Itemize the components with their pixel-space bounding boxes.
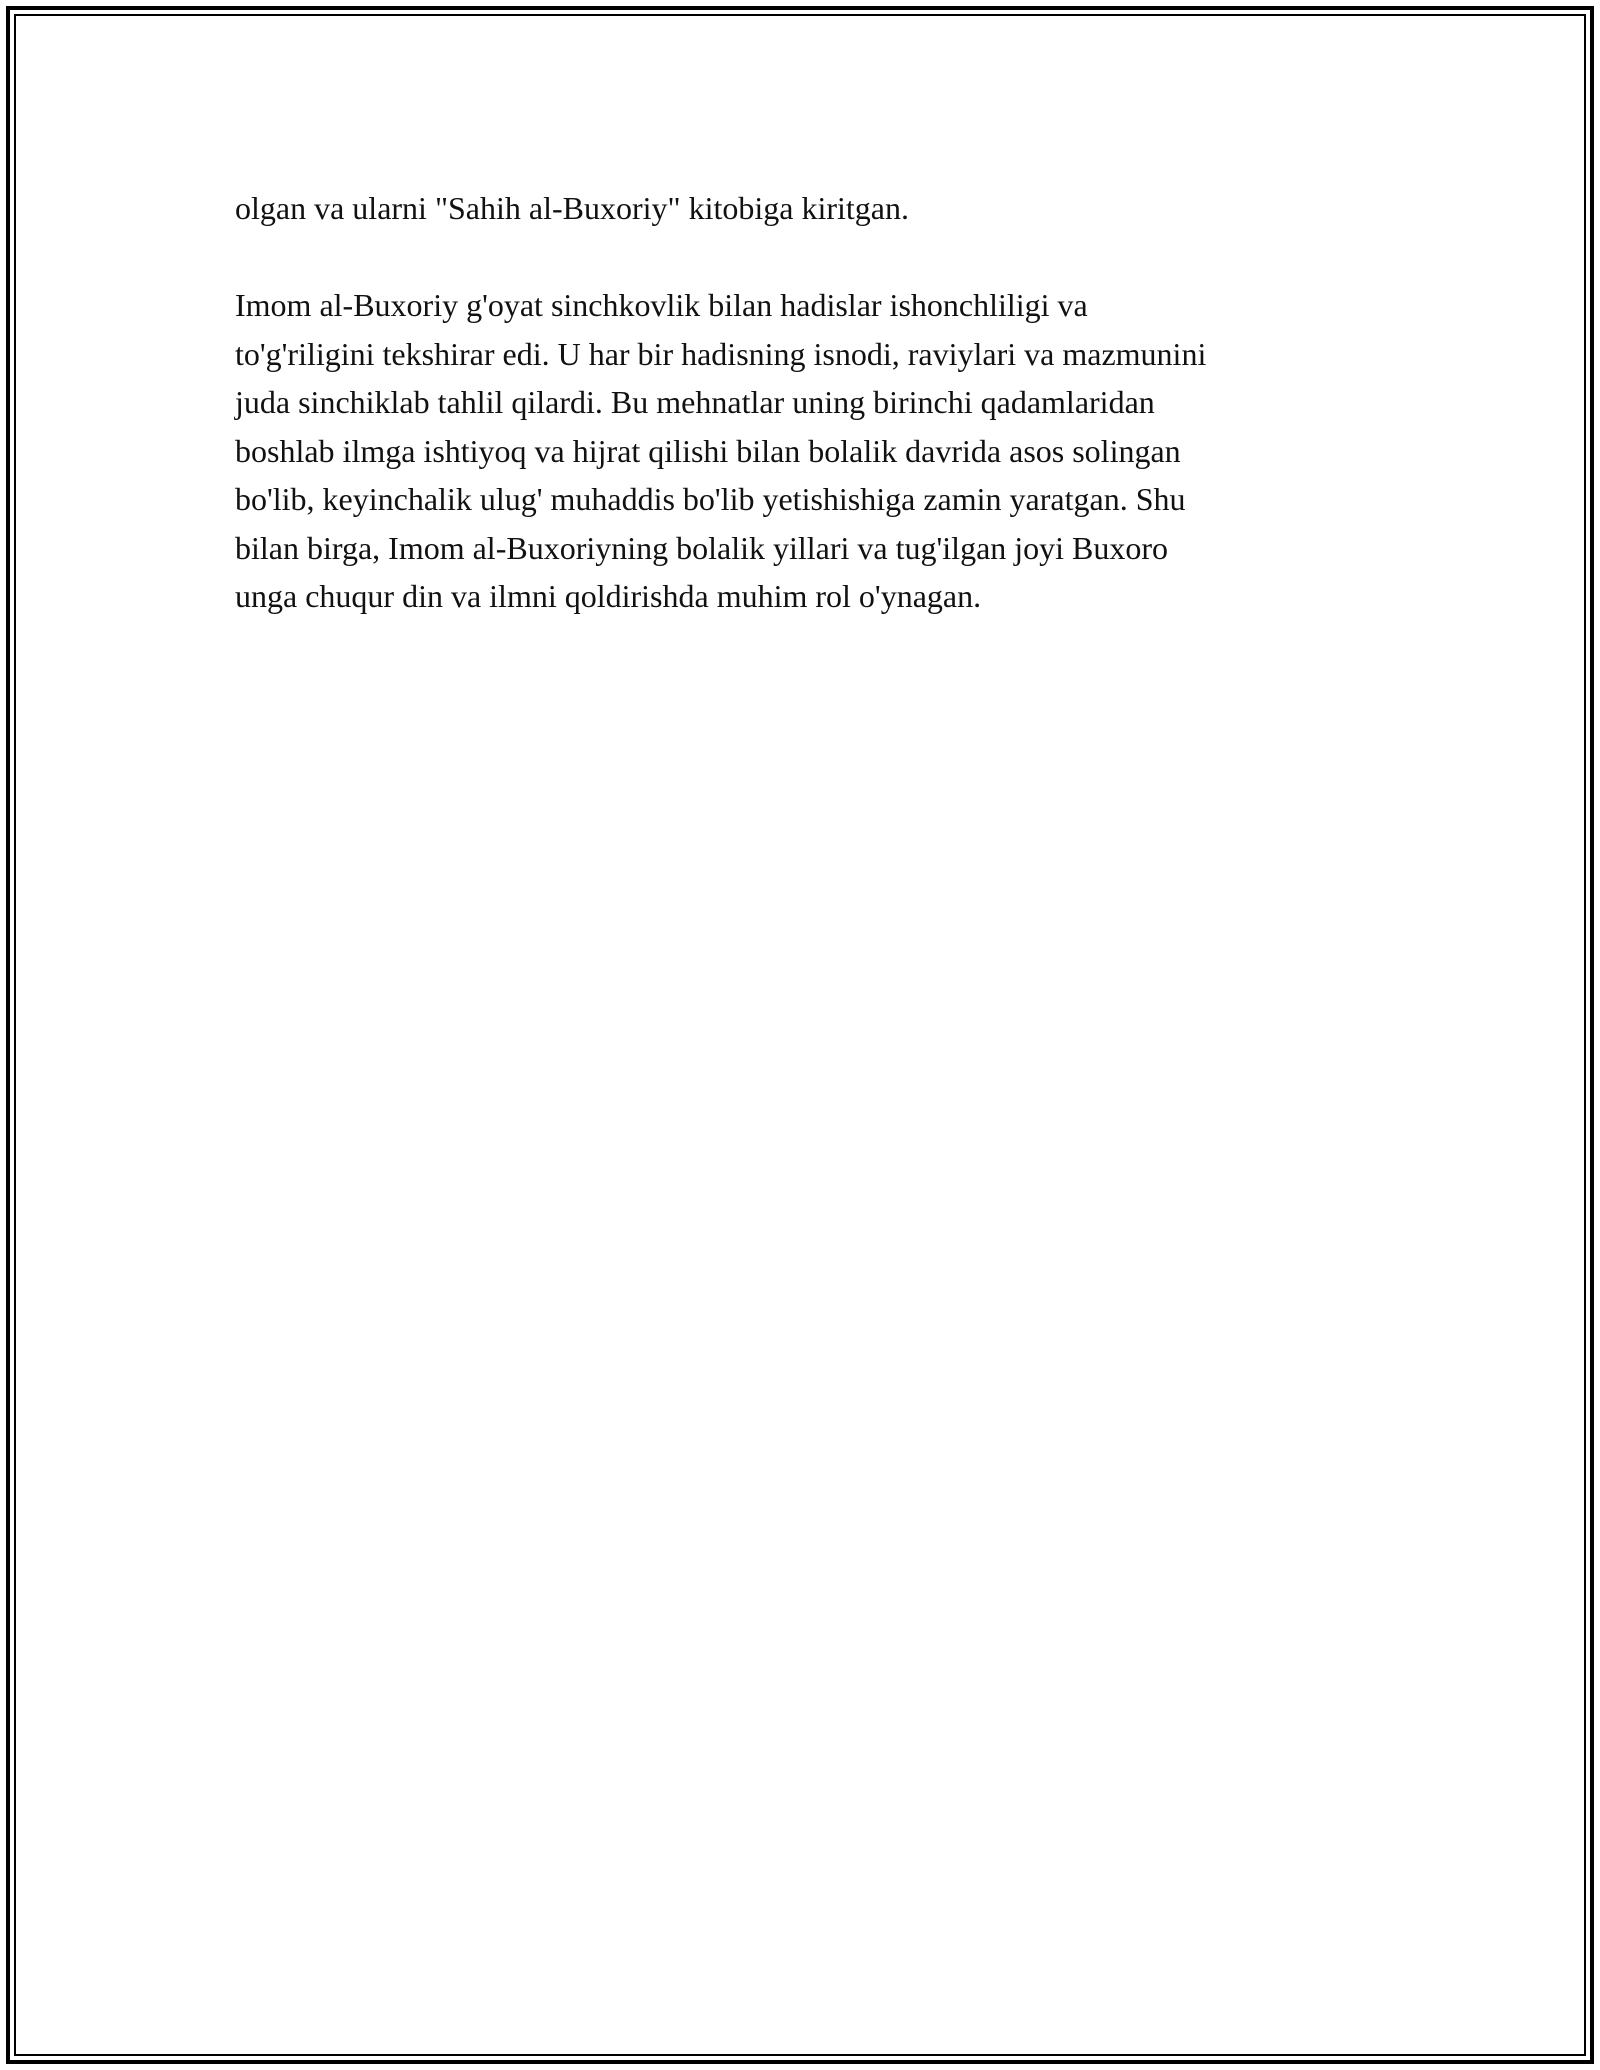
document-body	[235, 184, 1375, 621]
text-line: unga chuqur din va ilmni qoldirishda muhim rol o'ynagan.	[235, 578, 982, 614]
text-line: to'g'riligini tekshirar edi. U har bir hadisning isnodi, raviylari va mazmunini	[235, 335, 1207, 372]
text-line: bilan birga, Imom al-Buxoriyning bolalik yillari va tug'ilgan joyi Buxoro	[235, 529, 1169, 566]
text-line: bo'lib, keyinchalik ulug' muhaddis bo'lib yetishishiga zamin yaratgan. Shu	[235, 481, 1186, 517]
paragraph-hadith-verification	[235, 281, 1375, 621]
text-line: Imom al-Buxoriy g'oyat sinchkovlik bilan hadislar ishonchliligi va	[235, 287, 1088, 323]
text-line: olgan va ularni "Sahih al-Buxoriy" kitobiga kiritgan.	[235, 190, 909, 226]
text-line: juda sinchiklab tahlil qilardi. Bu mehnatlar uning birinchi qadamlaridan	[235, 384, 1155, 420]
paragraph-continuation	[235, 184, 1375, 233]
text-line: boshlab ilmga ishtiyoq va hijrat qilishi bilan bolalik davrida asos solingan	[235, 432, 1181, 469]
